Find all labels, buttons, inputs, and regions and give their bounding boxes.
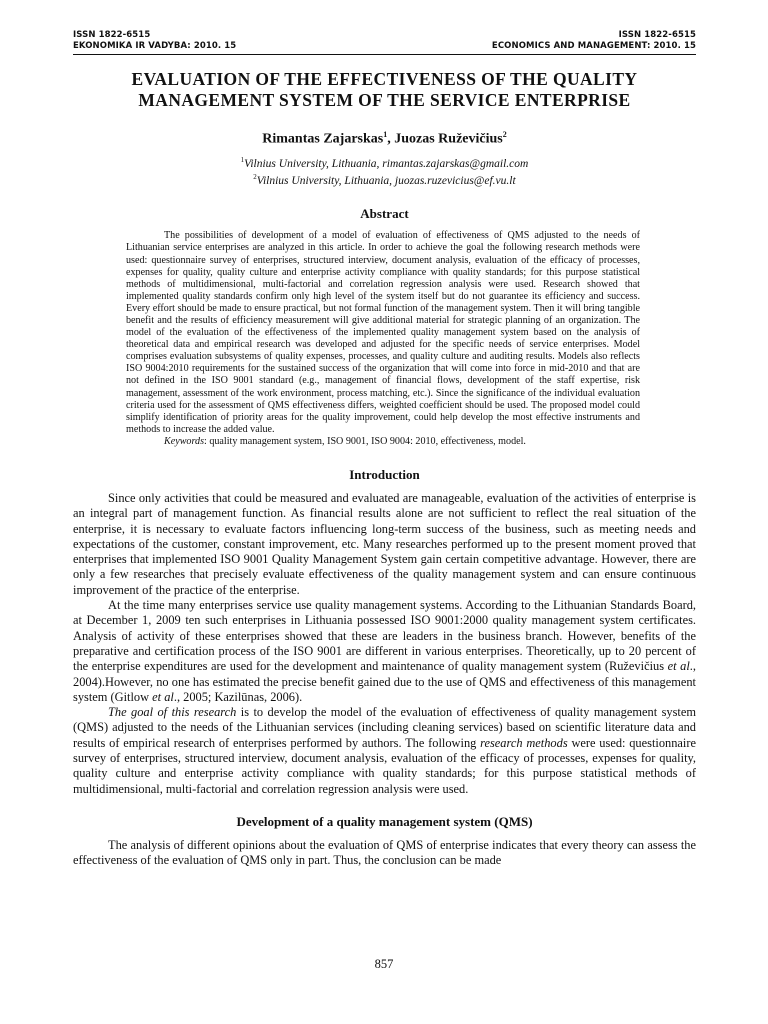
abstract-heading: Abstract (360, 206, 409, 222)
intro-p2-part-b: ., 2004).However, no one has estimated the precise benefit gained due to the use of QMS and effectiveness of this management system (Gitlow (73, 659, 696, 704)
affiliation-1 (73, 154, 696, 171)
keywords-text: : quality management system, ISO 9001, ISO 9004: 2010, effectiveness, model. (204, 435, 526, 447)
abstract (126, 230, 640, 436)
introduction-body (73, 491, 696, 797)
intro-paragraph-1: Since only activities that could be measured and evaluated are manageable, evaluation of the activities of enterprise is an integral part of management function. As financial results alone are not sufficient to reflect the real situation of the enterprise, it is necessary to evaluate factors influencing long-term success of the business, such as meeting needs and expectations of the customer, constant improvement, etc. Many researches performed up to the present moment proved that enterprises that implemented ISO 9001 Quality Management System gain certain competitive advantage. However, there are only a few researches that precisely evaluate effectiveness of the quality management system and can ensure continuous improvement of the practice of the enterprise. (73, 491, 696, 597)
intro-p2-part-c: ., 2005; Kazilūnas, 2006). (173, 689, 303, 704)
author-2: Juozas Ruževičius (394, 131, 503, 147)
keywords-label: Keywords (164, 435, 205, 447)
page-number: 857 (374, 957, 394, 971)
title-line-1: EVALUATION OF THE EFFECTIVENESS OF THE QUALITY (131, 69, 638, 89)
paper-title (73, 69, 696, 111)
affiliation-2 (73, 171, 696, 188)
header-right (492, 30, 696, 52)
section-2-paragraph-1: The analysis of different opinions about the evaluation of QMS of enterprise indicates that every theory can assess the effectiveness of the evaluation of QMS only in part. Thus, the conclusion can be made (73, 837, 696, 868)
intro-paragraph-3 (73, 705, 696, 797)
intro-p3-part-a: is to develop the model of the evaluation of effectiveness of quality management system (QMS) adjusted to the needs of the Lithuanian services (including cleaning services) based on scientific literature data and results of empirical research of enterprises performed by authors. The following (73, 705, 696, 750)
intro-p2-etal-1: et al (667, 659, 690, 674)
affiliations (73, 154, 696, 189)
affiliation-1-text: Vilnius University, Lithuania, rimantas.zajarskas@gmail.com (244, 157, 529, 170)
intro-p3-methods: research methods (480, 735, 568, 750)
header-journal-left: EKONOMIKA IR VADYBA: 2010. 15 (73, 41, 237, 51)
title-line-2: MANAGEMENT SYSTEM OF THE SERVICE ENTERPRISE (138, 90, 631, 110)
header-issn-right: ISSN 1822-6515 (618, 30, 696, 40)
introduction-heading: Introduction (349, 467, 420, 482)
intro-p2-etal-2: et al (152, 689, 174, 704)
author-1: Rimantas Zajarskas (262, 131, 384, 147)
author-2-affiliation-mark: 2 (502, 130, 507, 139)
affiliation-2-mark: 2 (253, 172, 257, 181)
affiliation-1-mark: 1 (240, 155, 245, 164)
intro-p3-goal: The goal of this research (108, 705, 237, 720)
section-2-heading: Development of a quality management system (QMS) (236, 813, 533, 829)
header-issn-left: ISSN 1822-6515 (73, 30, 151, 40)
header-journal-right: ECONOMICS AND MANAGEMENT: 2010. 15 (491, 41, 696, 51)
intro-paragraph-2 (73, 598, 696, 705)
intro-p3-part-b: were used: questionnaire survey of enterprises, structured interview, document analysis, evaluation of the efficacy of processes, expenses for quality, quality culture and enterprise activity compliance with quality standards; for this purpose statistical methods of multidimensional, multi-factorial and correlation regression analysis were used. (73, 735, 696, 796)
keywords (126, 436, 640, 448)
running-header (73, 30, 696, 52)
affiliation-2-text: Vilnius University, Lithuania, juozas.ruzevicius@ef.vu.lt (256, 174, 516, 187)
author-list (73, 126, 696, 148)
paper-page (73, 30, 696, 869)
author-separator: , (387, 131, 395, 147)
section-2-body (73, 838, 696, 869)
intro-p2-part-a: At the time many enterprises service use quality management systems. According to the Lithuanian Standards Board, at December 1, 2009 ten such enterprises in Lithuania possessed ISO 9001:2000 quality management system certificates. Analysis of activity of these enterprises showed that these are leaders in the business branch. However, benefits of the preparative and certification process of the ISO 9001 are different in various enterprises. Theoretically, up to 20 percent of the enterprise expenditures are used for the development and maintenance of quality management system (Ruževičius (73, 598, 696, 674)
author-1-affiliation-mark: 1 (383, 130, 388, 139)
header-rule (73, 54, 696, 55)
header-left (73, 30, 236, 52)
abstract-text: The possibilities of development of a model of evaluation of effectiveness of QMS adjusted to the needs of Lithuanian service enterprises are analyzed in this article. In order to achieve the goal the following research methods were used: questionnaire survey of enterprises, structured interview, document analysis, evaluation of the efficacy of processes, expenses for quality, quality culture and enterprise activity compliance with quality standards; for this purpose statistical methods of multidimensional, multi-factorial and correlation regression analysis were used. Research showed that implemented quality standards confirm only high level of the system itself but do not guarantee its efficiency and success. Every effort should be made to ensure practical, but not formal function of the management system. Then it will bring tangible benefit and the results of efficiency measurement will give additional material for strategic planning of an organization. The model of the evaluation of the effectiveness of the implemented quality management system based on the analysis of theoretical data and empirical research was developed and adjusted for the specific needs of service enterprises. Model comprises evaluation subsystems of quality expenses, processes, and quality culture and auditing results. Models also reflects ISO 9004:2010 requirements for the sustained success of the organization that will come into force in mid-2010 and that are not defined in the ISO 9001 standard (e.g., management of financial flows, development of the staff expertise, risk management, assessment of the work environment, process matching, etc.). Since the significance of the individual evaluation criteria used for the assessment of QMS effectiveness differs, weighted coefficient should be used. The proposed model could simplify identification of priority areas for the quality improvement, could help develop the most effective instruments and methods to increase the added value. (126, 230, 640, 435)
